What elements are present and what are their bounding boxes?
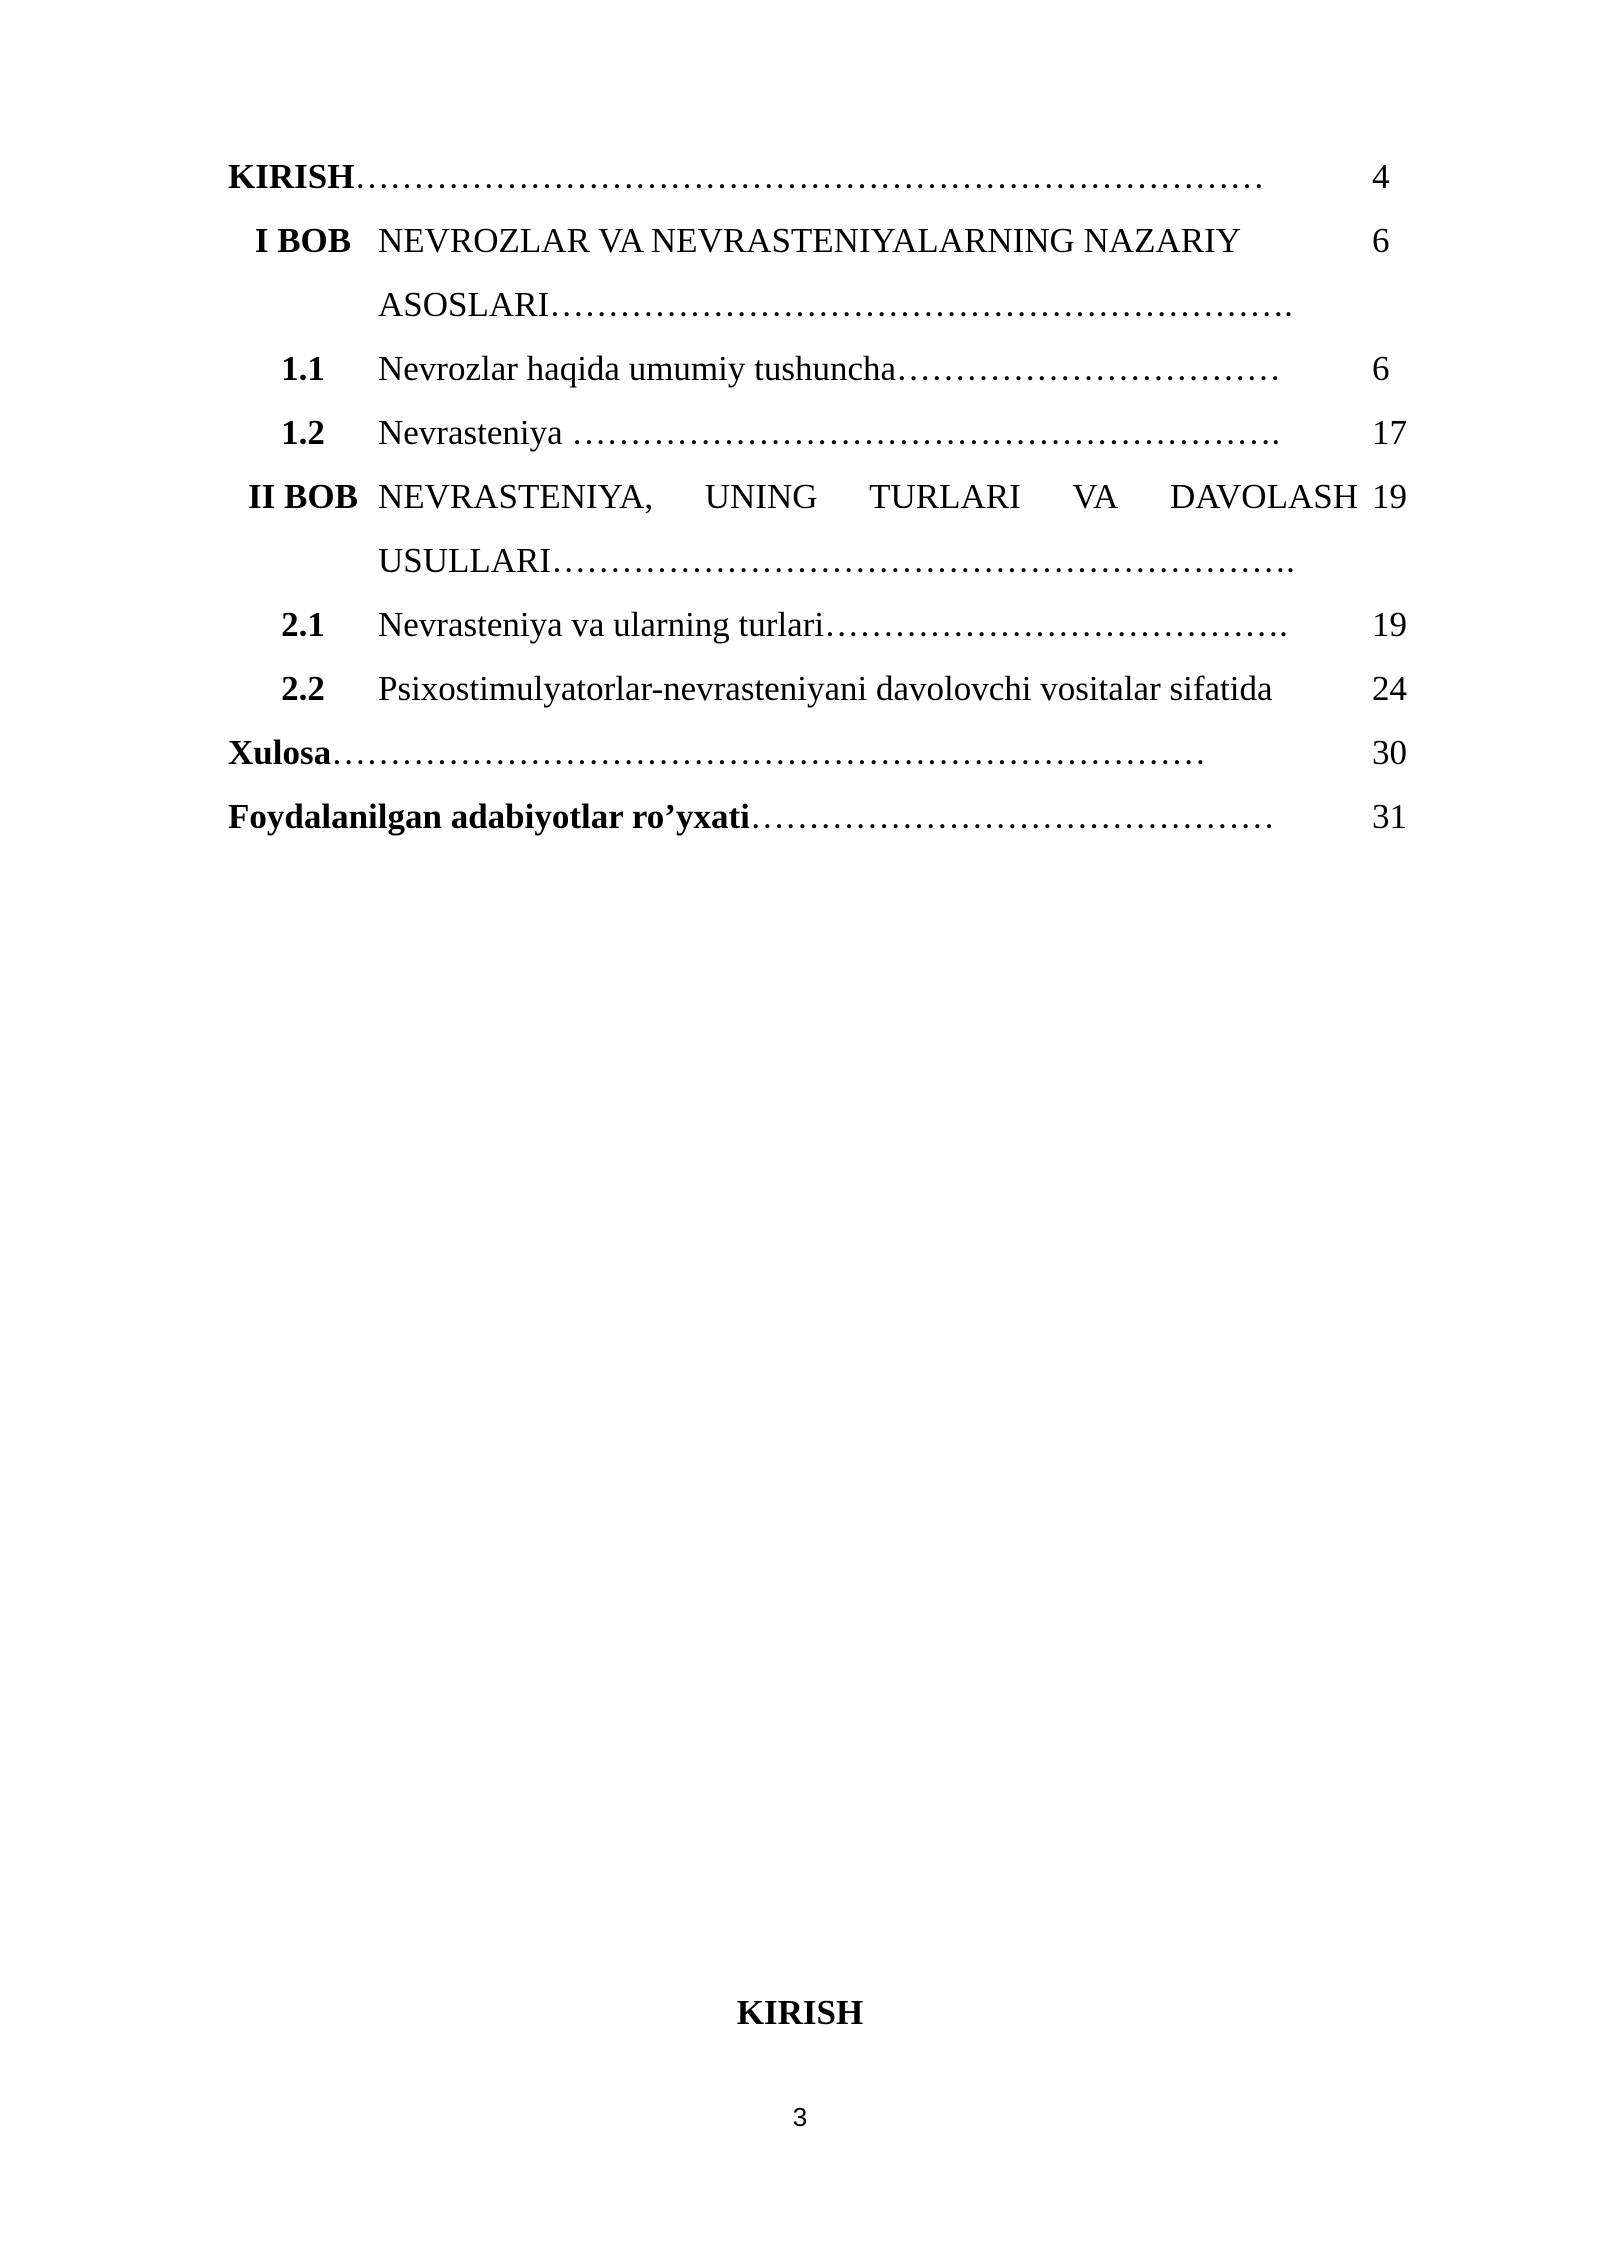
toc-leader-dots: ………………………………………………………. (549, 285, 1293, 324)
toc-leader-dots: …………………………………. (824, 605, 1288, 644)
toc-section-title-text: Nevrasteniya (378, 413, 572, 452)
toc-section-title-text: Nevrasteniya va ularning turlari (378, 605, 825, 644)
toc-section-number: 2.1 (281, 605, 325, 644)
toc-entry-chapter-2 (228, 465, 1438, 593)
toc-page-number: 19 (1372, 477, 1407, 516)
toc-entry-kirish (228, 145, 1438, 209)
toc-chapter-title-word: NEVRASTENIYA, (378, 477, 654, 516)
toc-chapter-number: I BOB (254, 221, 352, 260)
toc-entry-section-2-1 (228, 593, 1438, 657)
toc-section-number: 2.2 (281, 669, 325, 708)
toc-page-number: 17 (1372, 413, 1407, 452)
toc-page-number: 4 (1372, 157, 1390, 196)
toc-page-number: 6 (1372, 349, 1390, 388)
page-number: 3 (792, 2102, 808, 2132)
toc-section-title-text: Psixostimulyatorlar-nevrasteniyani davolovchi vositalar sifatida (378, 669, 1273, 708)
toc-entry-label: Foydalanilgan adabiyotlar ro’yxati (228, 797, 750, 836)
toc-entry-chapter-1 (228, 209, 1438, 337)
toc-leader-dots: …………………………………………………………………… (354, 157, 1265, 196)
toc-section-title (378, 657, 1372, 721)
toc-section-number: 1.2 (281, 413, 325, 452)
toc-page-number: 6 (1372, 221, 1390, 260)
toc-section-title-text: Nevrozlar haqida umumiy tushuncha (378, 349, 897, 388)
toc-page-number: 31 (1372, 797, 1407, 836)
toc-leader-dots: ………………………………………………………………… (331, 733, 1207, 772)
toc-entry-label: Xulosa (228, 733, 332, 772)
toc-section-title (378, 401, 1372, 465)
toc-chapter-title-word: DAVOLASH (1169, 477, 1358, 516)
table-of-contents (228, 145, 1438, 849)
toc-chapter-title-line2 (378, 273, 1358, 337)
toc-chapter-title-word: UNING (704, 477, 818, 516)
toc-entry-text (228, 785, 1372, 849)
toc-page-number: 30 (1372, 733, 1407, 772)
toc-chapter-title-word: TURLARI (869, 477, 1021, 516)
toc-entry-label: KIRISH (228, 157, 355, 196)
toc-leader-dots: …………………………… (896, 349, 1282, 388)
toc-chapter-title-word: VA (1072, 477, 1119, 516)
toc-entry-section-1-2 (228, 401, 1438, 465)
toc-entry-section-1-1 (228, 337, 1438, 401)
toc-entry-text (228, 721, 1372, 785)
toc-leader-dots: ……………………………………………………. (571, 413, 1281, 452)
toc-entry-references (228, 785, 1438, 849)
toc-entry-xulosa (228, 721, 1438, 785)
toc-chapter-title-line1: NEVROZLAR VA NEVRASTENIYALARNING NAZARIY (378, 221, 1242, 260)
section-heading: KIRISH (736, 1993, 864, 2032)
toc-chapter-title (378, 209, 1372, 337)
toc-section-title (378, 593, 1372, 657)
toc-chapter-title-continuation: ASOSLARI (378, 285, 550, 324)
toc-chapter-title-line1 (378, 465, 1358, 529)
toc-leader-dots: ………………………………………………………. (551, 541, 1295, 580)
toc-chapter-title-line2 (378, 529, 1358, 593)
toc-section-number: 1.1 (281, 349, 325, 388)
toc-section-title (378, 337, 1372, 401)
toc-entry-text (228, 145, 1372, 209)
toc-chapter-title-continuation: USULLARI (378, 541, 552, 580)
toc-entry-section-2-2 (228, 657, 1438, 721)
toc-page-number: 24 (1372, 669, 1407, 708)
toc-chapter-number: II BOB (248, 477, 358, 516)
toc-chapter-title (378, 465, 1372, 593)
toc-page-number: 19 (1372, 605, 1407, 644)
toc-leader-dots: ……………………………………… (749, 797, 1275, 836)
